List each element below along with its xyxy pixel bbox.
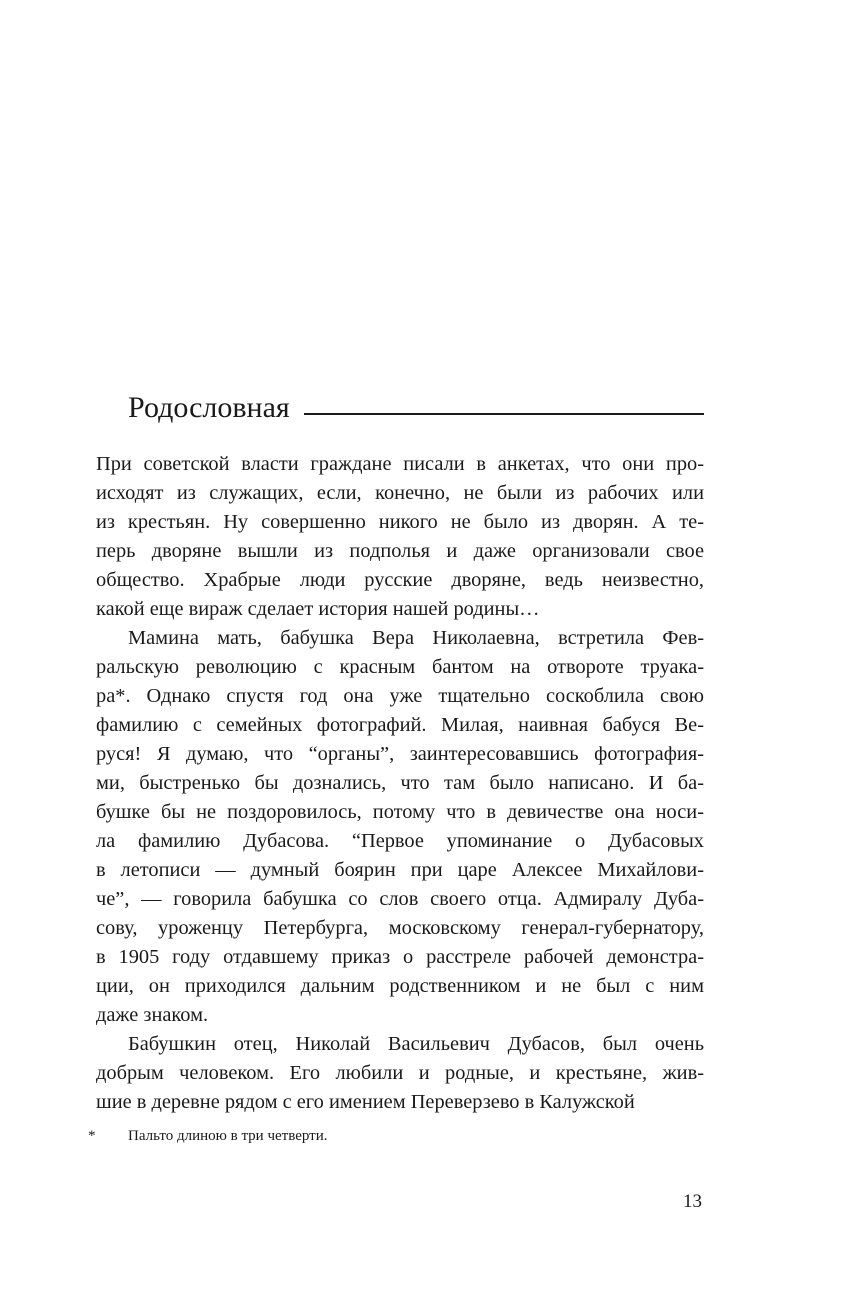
text-line: шие в деревне рядом с его имением Переверзево в Калужской	[96, 1091, 635, 1113]
text-line: ции, он приходился дальним родственником и не был с ним	[96, 975, 704, 997]
chapter-heading	[128, 386, 704, 426]
paragraph	[96, 1030, 704, 1117]
text-line: При советской власти граждане писали в анкетах, что они про-	[96, 453, 704, 475]
text-line: в 1905 году отдавшему приказ о расстреле рабочей демонстра-	[96, 946, 704, 968]
text-line: ми, быстренько бы дознались, что там было написано. И ба-	[96, 772, 704, 794]
text-line: исходят из служащих, если, конечно, не были из рабочих или	[96, 482, 704, 504]
text-line: добрым человеком. Его любили и родные, и крестьяне, жив-	[96, 1062, 704, 1084]
text-line: ра*. Однако спустя год она уже тщательно соскоблила свою	[96, 685, 704, 707]
text-line: в летописи — думный боярин при царе Алексее Михайлови-	[96, 859, 704, 881]
text-line: перь дворяне вышли из подполья и даже организовали свое	[96, 540, 704, 562]
chapter-title-rule	[304, 413, 704, 415]
footnote-text: Пальто длиною в три четверти.	[128, 1128, 328, 1144]
footnote	[88, 1125, 708, 1147]
page-number: 13	[683, 1191, 702, 1212]
paragraph	[96, 624, 704, 1030]
footnote-mark: *	[88, 1128, 96, 1144]
text-line: Бабушкин отец, Николай Васильевич Дубасов, был очень	[128, 1033, 704, 1055]
text-line: Мамина мать, бабушка Вера Николаевна, встретила Фев-	[128, 627, 704, 649]
text-line: из крестьян. Ну совершенно никого не было из дворян. А те-	[96, 511, 704, 533]
text-line: какой еще вираж сделает история нашей родины…	[96, 598, 540, 620]
text-line: ла фамилию Дубасова. “Первое упоминание о Дубасовых	[96, 830, 704, 852]
paragraph	[96, 450, 704, 624]
text-line: ральскую революцию с красным бантом на отвороте труака-	[96, 656, 704, 678]
text-line: че”, — говорила бабушка со слов своего отца. Адмиралу Дуба-	[96, 888, 704, 910]
text-line: сову, уроженцу Петербурга, московскому генерал-губернатору,	[96, 917, 704, 939]
text-line: общество. Храбрые люди русские дворяне, ведь неизвестно,	[96, 569, 704, 591]
text-line: даже знаком.	[96, 1004, 209, 1026]
text-line: фамилию с семейных фотографий. Милая, наивная бабуся Ве-	[96, 714, 704, 736]
text-line: бушке бы не поздоровилось, потому что в девичестве она носи-	[96, 801, 704, 823]
chapter-title: Родословная	[128, 391, 290, 424]
body-text	[96, 450, 704, 1117]
text-line: руся! Я думаю, что “органы”, заинтересовавшись фотография-	[96, 743, 704, 765]
